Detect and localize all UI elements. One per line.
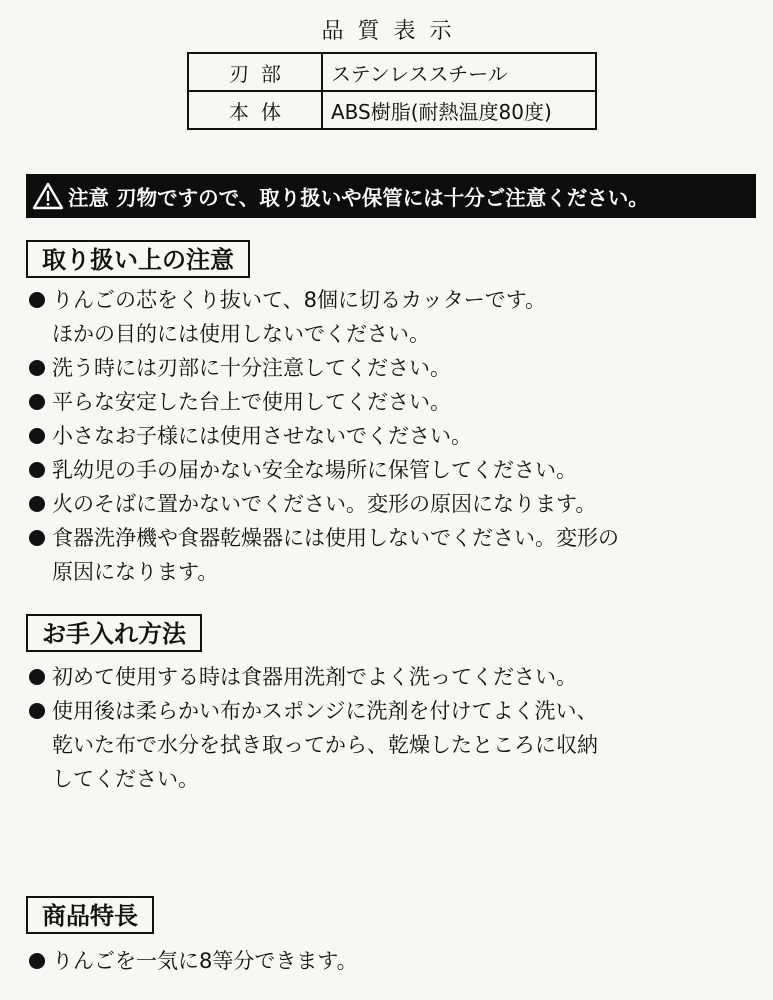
features-list [26, 944, 358, 978]
quality-value: ステンレススチール [322, 53, 596, 91]
features-heading: 商品特長 [26, 896, 154, 934]
list-item-line: 食器洗浄機や食器乾燥器には使用しないでください。変形の [52, 526, 619, 550]
list-item [26, 385, 619, 419]
quality-key: 刃部 [188, 53, 322, 91]
caution-banner [26, 174, 756, 218]
list-item-line: してください。 [52, 767, 199, 791]
care-list [26, 660, 598, 796]
list-item-line: 乳幼児の手の届かない安全な場所に保管してください。 [52, 458, 577, 482]
list-item-line: 原因になります。 [52, 560, 219, 584]
handling-heading: 取り扱い上の注意 [26, 240, 250, 278]
quality-table [187, 52, 597, 130]
list-item [26, 944, 358, 978]
list-item-line: 平らな安定した台上で使用してください。 [52, 390, 451, 414]
handling-list [26, 283, 619, 589]
list-item [26, 660, 598, 694]
list-item-line: 洗う時には刃部に十分注意してください。 [52, 356, 451, 380]
list-item-line: 初めて使用する時は食器用洗剤でよく洗ってください。 [52, 665, 577, 689]
list-item [26, 453, 619, 487]
quality-row-blade [188, 53, 596, 91]
list-item [26, 283, 619, 351]
list-item-line: ほかの目的には使用しないでください。 [52, 322, 430, 346]
list-item-line: りんごの芯をくり抜いて、8個に切るカッターです。 [52, 288, 547, 312]
quality-label-title: 品質表示 [321, 19, 466, 44]
list-item-line: 乾いた布で水分を拭き取ってから、乾燥したところに収納 [52, 733, 598, 757]
list-item [26, 351, 619, 385]
list-item-line: 使用後は柔らかい布かスポンジに洗剤を付けてよく洗い、 [52, 699, 598, 723]
list-item [26, 487, 619, 521]
list-item-line: 小さなお子様には使用させないでください。 [52, 424, 472, 448]
quality-row-body [188, 91, 596, 129]
list-item-line: 火のそばに置かないでください。変形の原因になります。 [52, 492, 597, 516]
warning-triangle-icon [32, 182, 64, 210]
quality-value: ABS樹脂(耐熱温度80度) [322, 91, 596, 129]
list-item [26, 521, 619, 589]
list-item [26, 694, 598, 796]
list-item [26, 419, 619, 453]
quality-key: 本体 [188, 91, 322, 129]
caution-text: 注意 刃物ですので、取り扱いや保管には十分ご注意ください。 [68, 186, 649, 210]
list-item-line: りんごを一気に8等分できます。 [52, 949, 358, 973]
care-heading: お手入れ方法 [26, 614, 202, 652]
